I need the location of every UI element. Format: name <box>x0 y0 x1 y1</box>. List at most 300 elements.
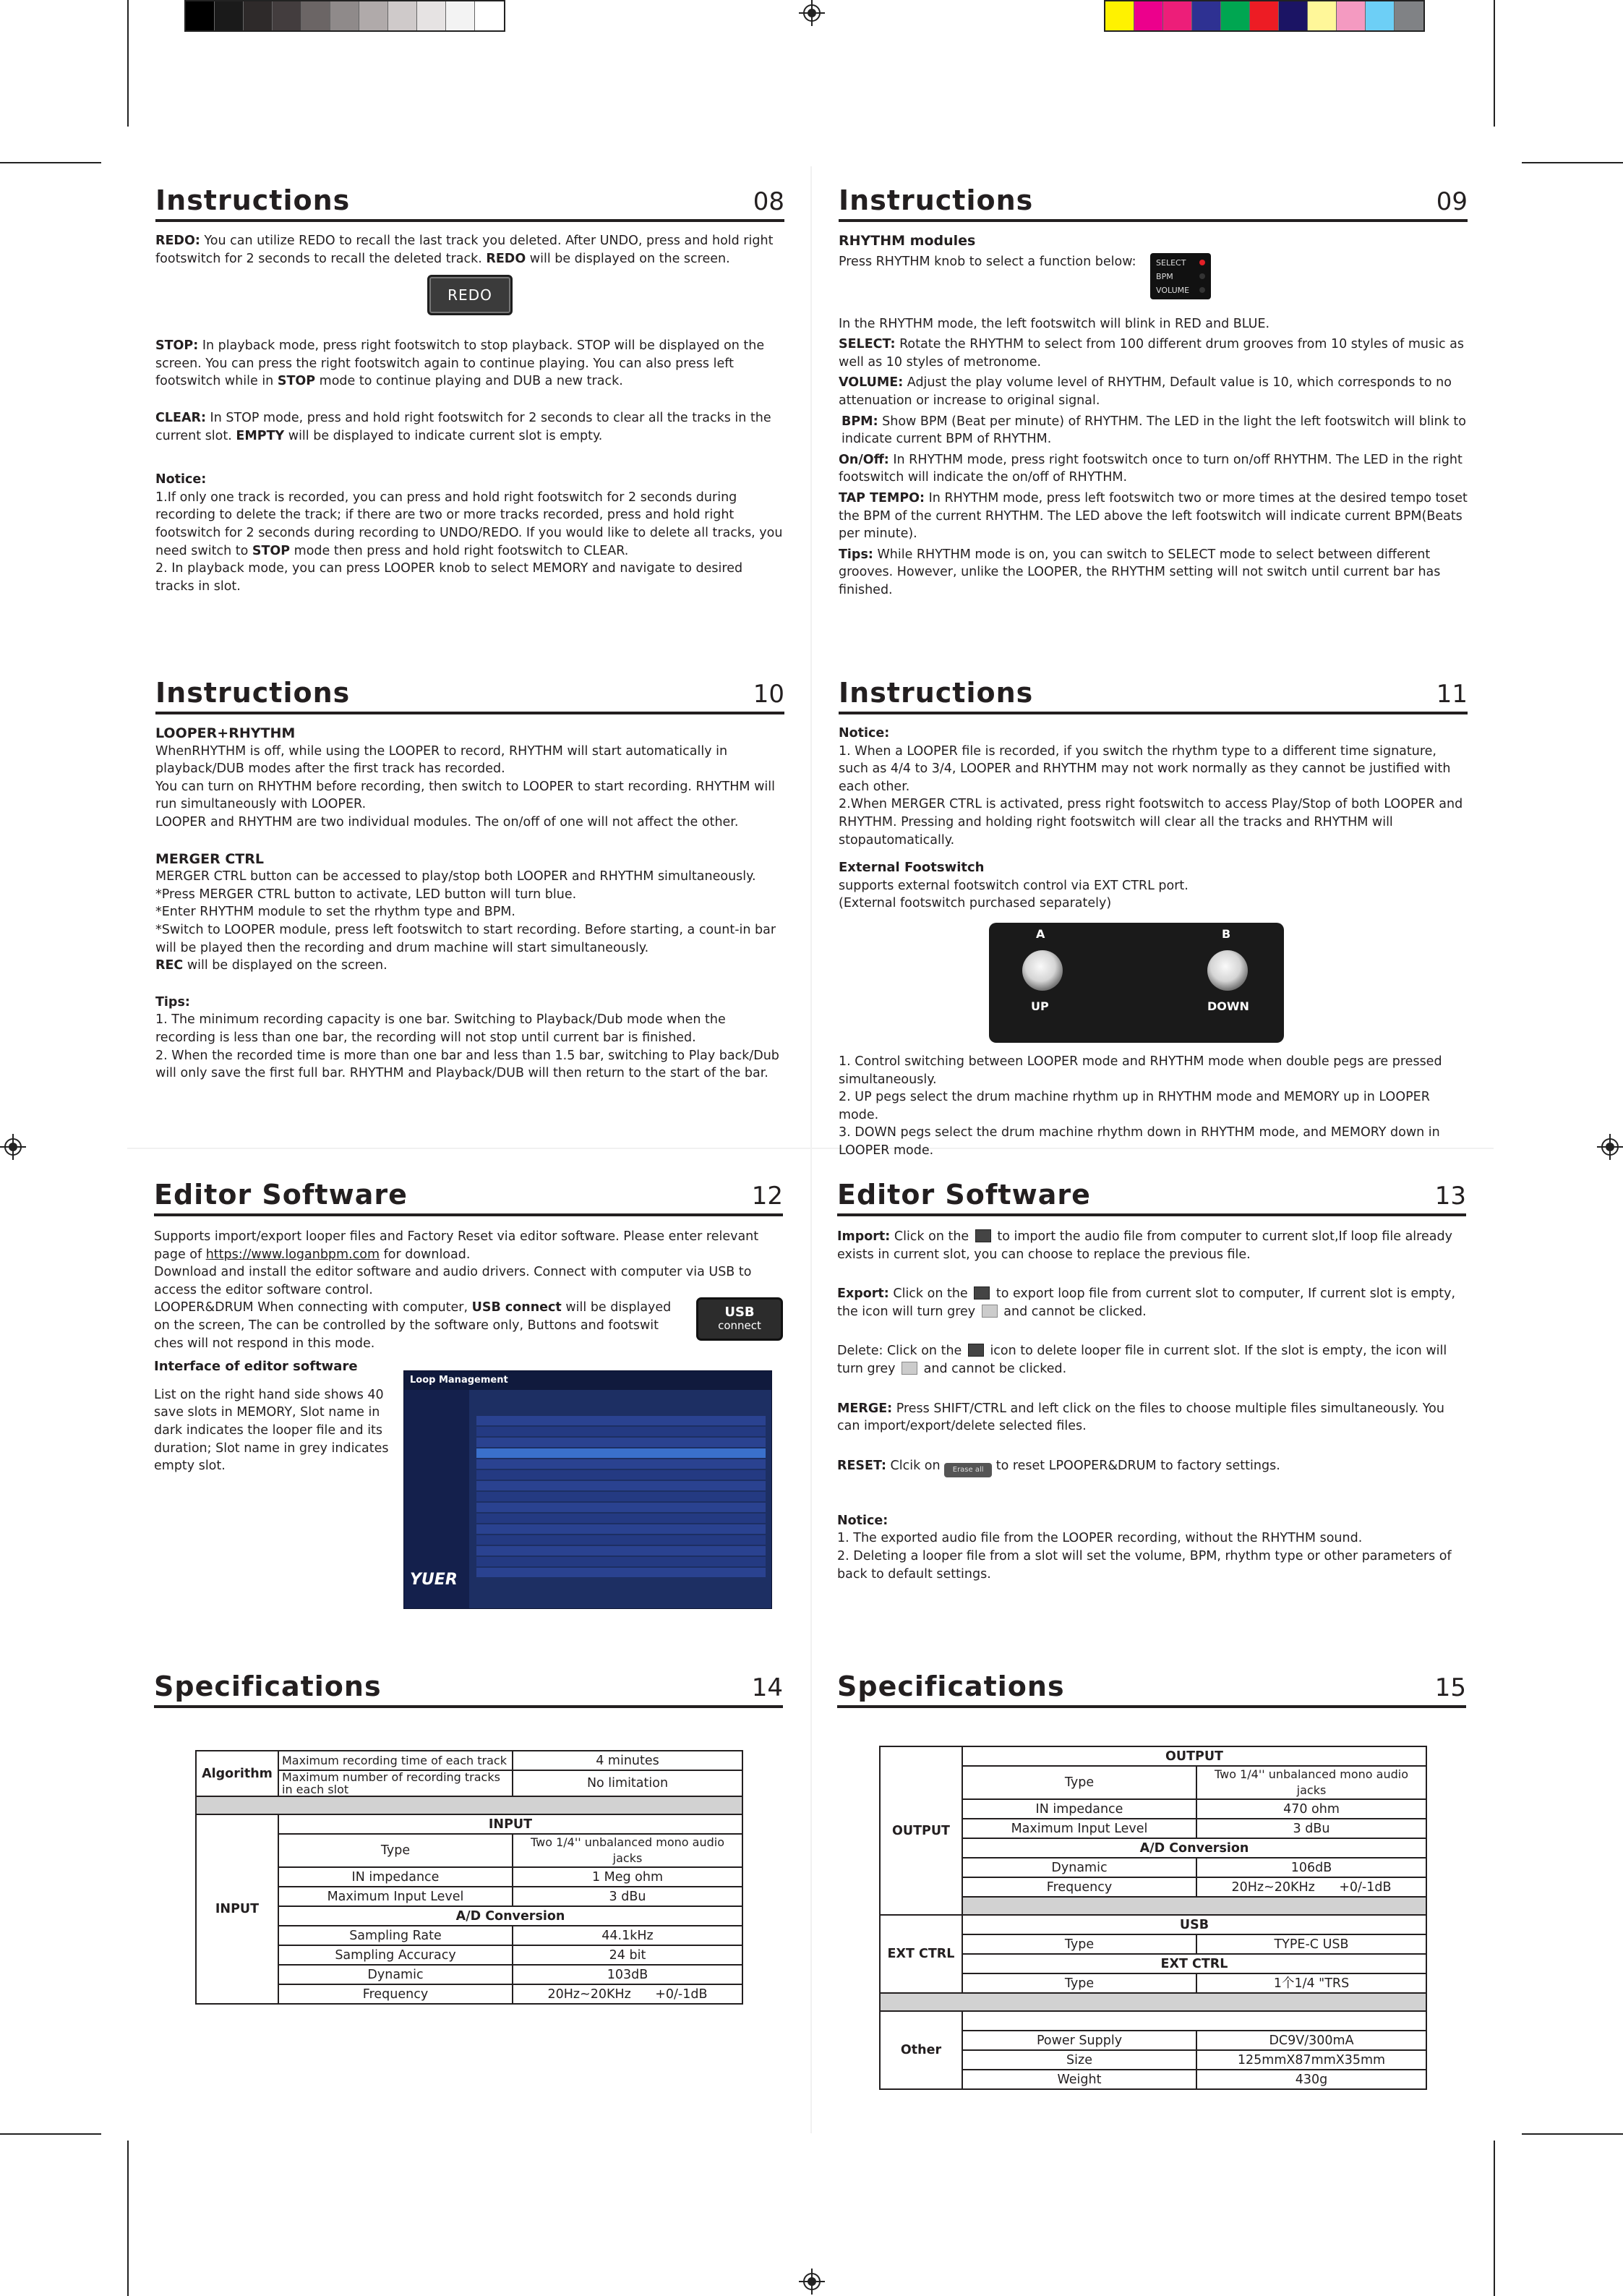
editor-slot-row <box>476 1546 766 1555</box>
table-section-heading: USB <box>962 1915 1426 1934</box>
color-swatch <box>475 1 504 30</box>
connect-label: connect <box>718 1319 761 1333</box>
color-swatch <box>1163 1 1192 30</box>
notice-item: 2.When MERGER CTRL is activated, press right footswitch to access Play/Stop of both LOOPER and RHYTHM. Pressing and holding right footswitch will clear all the tracks and RHYTHM will stopautomatically. <box>839 797 1463 848</box>
table-row <box>880 1877 1426 1897</box>
tap-tempo-label: TAP TEMPO: <box>839 490 925 505</box>
text: will be displayed on the screen, The can be controlled by the software only, Buttons and footswit ches will not respond in this mode. <box>154 1300 672 1351</box>
import-paragraph <box>837 1228 1466 1263</box>
page-14 <box>154 1663 783 1708</box>
select-text: Rotate the RHYTHM to select from 100 different drum grooves from 10 styles of music as well as 10 styles of metronome. <box>839 337 1465 370</box>
page-title: Editor Software <box>837 1179 1091 1211</box>
spec-key: Size <box>962 2050 1196 2070</box>
section-heading: MERGER CTRL <box>155 850 264 867</box>
footswitch-a-label: A <box>1036 926 1045 941</box>
rhythm-blink-text: In the RHYTHM mode, the left footswitch will blink in RED and BLUE. <box>839 316 1270 331</box>
table-section-heading: INPUT <box>278 1814 742 1834</box>
page-number: 14 <box>751 1673 783 1702</box>
table-row <box>880 1746 1426 1766</box>
color-swatch <box>215 1 244 30</box>
page-13 <box>837 1172 1466 1583</box>
spec-value: 4 minutes <box>513 1751 742 1770</box>
page-header <box>837 1663 1466 1708</box>
registration-mark-icon <box>0 1134 26 1160</box>
footswitch-b-label: B <box>1222 926 1231 941</box>
bpm-label: BPM: <box>842 414 878 429</box>
crop-mark <box>127 2141 129 2296</box>
spec-value: 125mmX87mmX35mm <box>1196 2050 1426 2070</box>
clear-bold: EMPTY <box>236 428 285 443</box>
table-row <box>196 1796 742 1814</box>
color-swatch <box>1250 1 1279 30</box>
page-number: 12 <box>751 1182 783 1211</box>
table-row <box>196 1984 742 2004</box>
erase-all-button: Erase all <box>944 1463 992 1477</box>
paragraph: MERGER CTRL button can be accessed to play/stop both LOOPER and RHYTHM simultaneously. <box>155 869 756 884</box>
control-item: 3. DOWN pegs select the drum machine rhythm down in RHYTHM mode, and MEMORY down in LOOPER mode. <box>839 1125 1440 1158</box>
external-footswitch-image <box>989 923 1284 1043</box>
spec-key: Frequency <box>278 1984 513 2004</box>
notice-text: 1.If only one track is recorded, you can press and hold right footswitch for 2 seconds during recording to delete the track; if there are two or more tracks recorded, press and hold right footswitch for 2 seconds during recording to UNDO/REDO. If you would like to delete all tracks, you need switch to <box>155 490 783 558</box>
section-heading: External Footswitch <box>839 860 985 876</box>
text: for download. <box>380 1247 471 1262</box>
text: and cannot be clicked. <box>999 1304 1147 1319</box>
editor-slot-row <box>476 1524 766 1534</box>
download-link[interactable]: https://www.loganbpm.com <box>205 1247 380 1262</box>
merge-paragraph <box>837 1400 1466 1435</box>
page-title: Specifications <box>837 1670 1065 1702</box>
page-number: 13 <box>1434 1182 1466 1211</box>
crop-mark <box>0 162 101 163</box>
paragraph: LOOPER and RHYTHM are two individual modules. The on/off of one will not affect the other. <box>155 814 739 829</box>
page-12 <box>154 1172 783 1589</box>
notice-item: 1. The exported audio file from the LOOPER recording, without the RHYTHM sound. <box>837 1531 1363 1546</box>
color-swatch <box>301 1 330 30</box>
color-swatch <box>446 1 475 30</box>
redo-bold: REDO <box>486 251 526 266</box>
table-row <box>880 2011 1426 2031</box>
bpm-paragraph <box>839 413 1468 448</box>
merge-label: MERGE: <box>837 1401 893 1416</box>
onoff-label: On/Off: <box>839 452 889 467</box>
page-title: Instructions <box>839 677 1034 709</box>
led-red-icon <box>1199 260 1205 265</box>
spec-key: Maximum number of recording tracks in each slot <box>278 1770 513 1796</box>
notice-heading: Notice: <box>839 726 890 741</box>
table-row <box>880 1993 1426 2011</box>
paragraph <box>154 1228 783 1263</box>
spacer-row <box>196 1796 742 1814</box>
color-swatch <box>1134 1 1163 30</box>
table-row <box>880 1819 1426 1838</box>
page-body <box>839 725 1468 1160</box>
page-15 <box>837 1663 1466 1708</box>
text: Supports import/export looper files and Factory Reset via editor software. Please enter relevant page of <box>154 1229 759 1262</box>
table-row <box>196 1751 742 1770</box>
text: to export loop file from current slot to computer, If current slot is empty, the icon will turn grey <box>837 1286 1456 1319</box>
crop-mark <box>127 0 129 127</box>
table-row <box>880 1897 1426 1915</box>
editor-slot-row <box>476 1438 766 1447</box>
import-icon <box>975 1229 991 1242</box>
page-number: 15 <box>1434 1673 1466 1702</box>
spec-value: Two 1/4'' unbalanced mono audio jacks <box>513 1834 742 1867</box>
spec-key: IN impedance <box>278 1867 513 1887</box>
stop-tail: mode to continue playing and DUB a new track. <box>315 374 623 389</box>
paragraph <box>154 1299 682 1352</box>
tips-heading: Tips: <box>155 994 190 1010</box>
tips-item: 1. The minimum recording capacity is one bar. Switching to Playback/Dub mode when the recording is less than one bar, the recording will not stop until current bar is finished. <box>155 1012 726 1045</box>
spec-key: Type <box>962 1766 1196 1799</box>
color-swatch <box>1308 1 1337 30</box>
page-10 <box>155 670 784 1083</box>
spec-key: Type <box>278 1834 513 1867</box>
rhythm-press-text: Press RHYTHM knob to select a function below: <box>839 254 1136 269</box>
page-header <box>155 670 784 714</box>
spec-key: Dynamic <box>962 1858 1196 1877</box>
color-swatch <box>1337 1 1366 30</box>
editor-slot-row <box>476 1470 766 1480</box>
page-number: 10 <box>753 680 784 709</box>
table-row <box>880 1799 1426 1819</box>
spec-value: 24 bit <box>513 1945 742 1965</box>
control-item: 1. Control switching between LOOPER mode and RHYTHM mode when double pegs are pressed simultaneously. <box>839 1054 1442 1087</box>
redo-text: You can utilize REDO to recall the last track you deleted. After UNDO, press and hold right footswitch for 2 seconds to recall the deleted track. <box>155 234 774 266</box>
grey-color-bar <box>184 0 505 32</box>
spec-key: Sampling Accuracy <box>278 1945 513 1965</box>
control-item: 2. UP pegs select the drum machine rhythm up in RHYTHM mode and MEMORY up in LOOPER mode. <box>839 1090 1430 1122</box>
page-header <box>839 670 1468 714</box>
table-row <box>880 1766 1426 1799</box>
export-disabled-icon <box>982 1305 998 1318</box>
registration-mark-icon <box>799 2269 825 2295</box>
table-section-heading: OUTPUT <box>962 1746 1426 1766</box>
text: to import the audio file from computer to current slot,If loop file already exists in current slot, you can choose to replace the previous file. <box>837 1229 1452 1262</box>
panel-divider <box>810 166 812 2133</box>
usb-connect-bold: USB connect <box>471 1300 562 1315</box>
page-number: 08 <box>753 187 784 216</box>
ext-ctrl-label: EXT CTRL <box>880 1915 962 1993</box>
export-paragraph <box>837 1285 1466 1320</box>
color-swatch <box>388 1 417 30</box>
page-body <box>837 1228 1466 1583</box>
crop-mark <box>1522 162 1623 163</box>
footswitch-down-label: DOWN <box>1207 999 1249 1013</box>
page-number: 11 <box>1436 680 1468 709</box>
spec-value: 3 dBu <box>1196 1819 1426 1838</box>
spec-value: 20Hz~20KHz +0/-1dB <box>513 1984 742 2004</box>
page-header <box>837 1172 1466 1216</box>
notice-heading: Notice: <box>837 1513 888 1528</box>
page-11 <box>839 670 1468 1160</box>
page-body <box>155 725 784 1083</box>
redo-label: REDO: <box>155 234 200 248</box>
color-swatch <box>273 1 301 30</box>
spec-value: 103dB <box>513 1965 742 1984</box>
spec-table-15 <box>879 1746 1427 2090</box>
spec-value: 20Hz~20KHz +0/-1dB <box>1196 1877 1426 1897</box>
paragraph: *Press MERGER CTRL button to activate, LED button will turn blue. <box>155 887 577 902</box>
page-header <box>154 1663 783 1708</box>
table-row <box>196 1887 742 1906</box>
text: Click on the <box>890 1229 973 1244</box>
editor-slot-row <box>476 1514 766 1523</box>
notice-heading: Notice: <box>155 472 207 487</box>
color-swatch <box>417 1 446 30</box>
rhythm-menu-display <box>1150 253 1211 299</box>
table-row <box>196 1834 742 1867</box>
table-row <box>880 1858 1426 1877</box>
text: to reset LPOOPER&DRUM to factory settings. <box>992 1458 1280 1473</box>
spec-value: 106dB <box>1196 1858 1426 1877</box>
color-swatch <box>1366 1 1395 30</box>
editor-slot-row <box>476 1568 766 1577</box>
footswitch-b-icon <box>1207 950 1248 991</box>
page-number: 09 <box>1436 187 1468 216</box>
table-row <box>196 1906 742 1926</box>
paragraph: *Switch to LOOPER module, press left footswitch to start recording. Before starting, a count-in bar will be played then the recording and drum machine will start simultaneously. <box>155 922 776 955</box>
spec-value: 1 Meg ohm <box>513 1867 742 1887</box>
select-paragraph <box>839 336 1468 371</box>
notice-item: 2. In playback mode, you can press LOOPER knob to select MEMORY and navigate to desired tracks in slot. <box>155 561 743 594</box>
notice-bold: STOP <box>252 543 291 558</box>
notice-text: mode then press and hold right footswitch to CLEAR. <box>290 543 629 558</box>
clear-paragraph <box>155 409 784 445</box>
table-row <box>196 1945 742 1965</box>
page-header <box>155 177 784 222</box>
spec-key: Power Supply <box>962 2031 1196 2050</box>
table-row <box>880 1915 1426 1934</box>
editor-slot-row <box>476 1416 766 1425</box>
registration-mark-icon <box>799 0 825 26</box>
spec-value: 3 dBu <box>513 1887 742 1906</box>
paragraph: (External footswitch purchased separately) <box>839 896 1112 911</box>
editor-slot-row <box>476 1459 766 1469</box>
table-section-heading: A/D Conversion <box>278 1906 742 1926</box>
paragraph: supports external footswitch control via EXT CTRL port. <box>839 878 1189 893</box>
paragraph: List on the right hand side shows 40 save slots in MEMORY, Slot name in dark indicates the looper file and its duration; Slot name in grey indicates empty slot. <box>154 1387 389 1474</box>
page-body <box>839 232 1468 599</box>
menu-select: SELECT <box>1156 257 1186 268</box>
delete-disabled-icon <box>902 1362 917 1375</box>
page-body <box>155 232 784 595</box>
delete-icon <box>968 1344 984 1357</box>
page-title: Instructions <box>155 677 351 709</box>
editor-slot-row <box>476 1481 766 1490</box>
reset-paragraph <box>837 1457 1466 1477</box>
crop-mark <box>1494 2141 1495 2296</box>
text: LOOPER&DRUM When connecting with computer, <box>154 1300 472 1315</box>
select-label: SELECT: <box>839 337 896 352</box>
notice-item: 1. When a LOOPER file is recorded, if you switch the rhythm type to a different time signature, such as 4/4 to 3/4, LOOPER and RHYTHM may not work normally as they cannot be justified with each other. <box>839 743 1451 794</box>
page-title: Specifications <box>154 1670 382 1702</box>
spec-key: Type <box>962 1973 1196 1993</box>
page-08 <box>155 177 784 595</box>
table-row <box>880 1973 1426 1993</box>
volume-text: Adjust the play volume level of RHYTHM, Default value is 10, which corresponds to no attenuation or increase to original signal. <box>839 375 1452 408</box>
brand-logo: YUER <box>410 1571 458 1589</box>
input-label: INPUT <box>196 1814 278 2004</box>
onoff-paragraph <box>839 451 1468 487</box>
section-heading: RHYTHM modules <box>839 233 976 249</box>
editor-slot-row <box>476 1448 766 1458</box>
table-row <box>196 1867 742 1887</box>
color-swatch <box>1395 1 1423 30</box>
redo-paragraph <box>155 232 784 268</box>
spec-key: Sampling Rate <box>278 1926 513 1945</box>
spec-value: No limitation <box>513 1770 742 1796</box>
table-row <box>880 2050 1426 2070</box>
spec-key: Maximum Input Level <box>278 1887 513 1906</box>
page-title: Instructions <box>839 184 1034 216</box>
spec-value: 470 ohm <box>1196 1799 1426 1819</box>
section-heading: LOOPER+RHYTHM <box>155 725 296 741</box>
spec-key: IN impedance <box>962 1799 1196 1819</box>
table-row <box>196 1965 742 1984</box>
spec-value: TYPE-C USB <box>1196 1934 1426 1954</box>
text: Clcik on <box>886 1458 945 1473</box>
spec-table-14 <box>195 1750 743 2005</box>
volume-label: VOLUME: <box>839 375 904 391</box>
editor-title: Loop Management <box>404 1371 771 1390</box>
table-row <box>880 1954 1426 1973</box>
paragraph: You can turn on RHYTHM before recording, then switch to LOOPER to start recording. RHYTHM will run simultaneously with LOOPER. <box>155 779 775 812</box>
editor-slot-row <box>476 1535 766 1545</box>
color-swatch <box>186 1 215 30</box>
redo-tail: will be displayed on the screen. <box>526 251 730 266</box>
tap-tempo-paragraph <box>839 490 1468 543</box>
led-off-icon <box>1199 287 1205 293</box>
import-label: Import: <box>837 1229 891 1244</box>
paragraph: WhenRHYTHM is off, while using the LOOPER to record, RHYTHM will start automatically in playback/DUB modes after the first track has recorded. <box>155 743 728 777</box>
table-row <box>880 2070 1426 2089</box>
clear-label: CLEAR: <box>155 410 206 425</box>
tips-item: 2. When the recorded time is more than one bar and less than 1.5 bar, switching to Play back/Dub will only save the first full bar. RHYTHM and Playback/DUB will then return to the start of the bar. <box>155 1048 779 1081</box>
spacer-row <box>880 1993 1426 2011</box>
spec-value: 1个1/4 "TRS <box>1196 1973 1426 1993</box>
editor-slot-row <box>476 1492 766 1501</box>
crop-mark <box>1494 0 1495 127</box>
clear-tail: will be displayed to indicate current slot is empty. <box>284 428 603 443</box>
section-heading: Interface of editor software <box>154 1359 358 1375</box>
page-title: Instructions <box>155 184 351 216</box>
redo-display-button: REDO <box>427 275 513 315</box>
tips-text: While RHYTHM mode is on, you can switch to SELECT mode to select between different grooves. However, unlike the LOOPER, the RHYTHM setting will not switch until current bar has finished. <box>839 547 1441 597</box>
spec-key: Dynamic <box>278 1965 513 1984</box>
tips-paragraph <box>839 546 1468 599</box>
notice-item <box>155 489 784 560</box>
stop-text: In playback mode, press right footswitch to stop playback. STOP will be displayed on the screen. You can press the right footswitch again to continue playing. You can also press left footswitch while in <box>155 338 765 389</box>
menu-bpm: BPM <box>1156 271 1173 281</box>
editor-software-screenshot <box>403 1370 772 1609</box>
menu-volume: VOLUME <box>1156 285 1190 295</box>
page-header <box>839 177 1468 222</box>
usb-connect-display <box>696 1297 783 1341</box>
editor-sidebar <box>404 1390 469 1608</box>
bpm-text: Show BPM (Beat per minute) of RHYTHM. The LED in the light the left footswitch will blink to indicate current BPM of RHYTHM. <box>842 414 1466 447</box>
editor-slot-row <box>476 1503 766 1512</box>
table-section-heading: A/D Conversion <box>962 1838 1426 1858</box>
paragraph <box>155 957 784 975</box>
onoff-text: In RHYTHM mode, press right footswitch once to turn on/off RHYTHM. The LED in the right footswitch will indicate the on/off of RHYTHM. <box>839 452 1463 485</box>
reset-label: RESET: <box>837 1458 886 1473</box>
table-row <box>196 1926 742 1945</box>
spec-key: Weight <box>962 2070 1196 2089</box>
paragraph: Download and install the editor software and audio drivers. Connect with computer via USB to access the editor software control. <box>154 1265 752 1297</box>
clear-text: In STOP mode, press and hold right footswitch for 2 seconds to clear all the tracks in the current slot. <box>155 410 771 443</box>
spec-key: Frequency <box>962 1877 1196 1897</box>
volume-paragraph <box>839 374 1468 409</box>
table-row <box>196 1814 742 1834</box>
led-off-icon <box>1199 273 1205 279</box>
spec-value: Two 1/4'' unbalanced mono audio jacks <box>1196 1766 1426 1799</box>
tips-label: Tips: <box>839 547 873 562</box>
spec-key: Type <box>962 1934 1196 1954</box>
spec-value: 430g <box>1196 2070 1426 2089</box>
editor-slot-row <box>476 1557 766 1566</box>
rhythm-press-line <box>839 253 1468 299</box>
text: Delete: Click on the <box>837 1344 966 1359</box>
usb-label: USB <box>724 1305 755 1320</box>
footswitch-a-icon <box>1022 950 1063 991</box>
page-09 <box>839 177 1468 599</box>
editor-slot-row <box>476 1427 766 1436</box>
output-label: OUTPUT <box>880 1746 962 1915</box>
stop-label: STOP: <box>155 338 199 354</box>
table-row <box>880 1934 1426 1954</box>
color-swatch <box>1192 1 1221 30</box>
color-swatch <box>244 1 273 30</box>
text: Press SHIFT/CTRL and left click on the files to choose multiple files simultaneously. You can import/export/delete selected files. <box>837 1401 1444 1434</box>
color-swatch <box>359 1 388 30</box>
color-swatch <box>1105 1 1134 30</box>
crop-mark <box>0 2133 101 2135</box>
crop-mark <box>1522 2133 1623 2135</box>
spec-key: Maximum Input Level <box>962 1819 1196 1838</box>
color-swatch <box>1279 1 1308 30</box>
color-swatch <box>330 1 359 30</box>
export-icon <box>974 1286 990 1299</box>
table-section-heading: EXT CTRL <box>962 1954 1426 1973</box>
footswitch-up-label: UP <box>1031 999 1049 1013</box>
spec-key: Maximum recording time of each track <box>278 1751 513 1770</box>
spacer-cell <box>962 2011 1426 2031</box>
notice-item: 2. Deleting a looper file from a slot will set the volume, BPM, rhythm type or other parameters of back to default settings. <box>837 1548 1452 1582</box>
table-row <box>880 1838 1426 1858</box>
rec-bold: REC <box>155 958 184 973</box>
text: Click on the <box>888 1286 972 1302</box>
registration-mark-icon <box>1597 1134 1623 1160</box>
page-header <box>154 1172 783 1216</box>
paragraph: *Enter RHYTHM module to set the rhythm type and BPM. <box>155 905 515 920</box>
table-row <box>880 2031 1426 2050</box>
algorithm-label: Algorithm <box>196 1751 278 1796</box>
other-label: Other <box>880 2011 962 2089</box>
text: icon to delete looper file in current slot. If the slot is empty, the icon will turn grey <box>837 1344 1447 1376</box>
spec-value: DC9V/300mA <box>1196 2031 1426 2050</box>
table-row <box>196 1770 742 1796</box>
color-swatch <box>1221 1 1250 30</box>
spec-value: 44.1kHz <box>513 1926 742 1945</box>
delete-paragraph <box>837 1342 1466 1378</box>
text: and cannot be clicked. <box>920 1361 1067 1376</box>
rec-text: will be displayed on the screen. <box>183 958 387 973</box>
stop-paragraph <box>155 337 784 391</box>
tap-tempo-text: In RHYTHM mode, press left footswitch two or more times at the desired tempo toset the BPM of the current RHYTHM. The LED above the left footswitch will indicate current BPM(Beats per minute). <box>839 490 1468 542</box>
cmyk-color-bar <box>1104 0 1425 32</box>
page-title: Editor Software <box>154 1179 408 1211</box>
export-label: Export: <box>837 1286 889 1302</box>
